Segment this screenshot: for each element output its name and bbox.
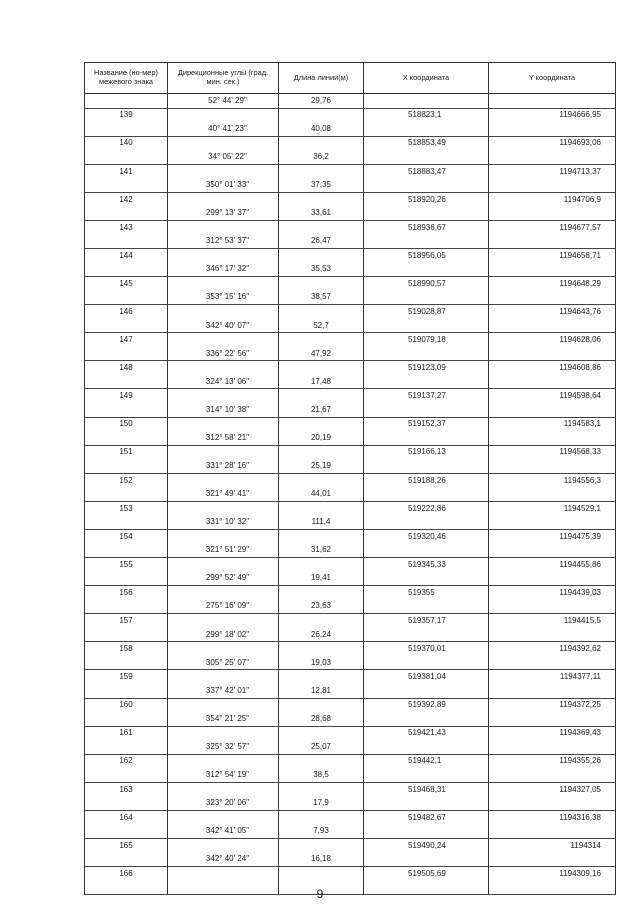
marker-name: 146	[85, 305, 168, 319]
segment-row	[85, 178, 616, 192]
table-row	[85, 333, 616, 347]
marker-name: 153	[85, 501, 168, 515]
line-length: 21,67	[279, 403, 364, 417]
x-coordinate: 519381,04	[364, 670, 489, 684]
segment-row	[85, 375, 616, 389]
table-row	[85, 614, 616, 628]
marker-name: 154	[85, 529, 168, 543]
segment-row	[85, 150, 616, 164]
direction-angle: 321° 49' 41"	[168, 487, 279, 501]
y-coordinate: 1194643,76	[489, 305, 616, 319]
direction-angle: 324° 13' 06"	[168, 375, 279, 389]
table-row	[85, 558, 616, 572]
first-segment-row	[85, 94, 616, 109]
segment-row	[85, 263, 616, 277]
marker-name: 157	[85, 614, 168, 628]
table-row	[85, 389, 616, 403]
direction-angle: 331° 10' 32"	[168, 515, 279, 529]
line-length: 38,57	[279, 291, 364, 305]
header-y: Y координата	[489, 63, 616, 94]
segment-row	[85, 796, 616, 810]
x-coordinate: 518990,57	[364, 277, 489, 291]
x-coordinate: 519188,26	[364, 473, 489, 487]
marker-name: 160	[85, 698, 168, 712]
table-row	[85, 586, 616, 600]
table-row	[85, 698, 616, 712]
table-row	[85, 249, 616, 263]
segment-row	[85, 600, 616, 614]
marker-name: 166	[85, 867, 168, 881]
marker-name: 164	[85, 810, 168, 824]
direction-angle: 312° 54' 19"	[168, 768, 279, 782]
direction-angle: 353° 15' 16"	[168, 291, 279, 305]
direction-angle: 331° 28' 16"	[168, 459, 279, 473]
marker-name: 162	[85, 754, 168, 768]
x-coordinate: 519320,46	[364, 529, 489, 543]
header-angle: Дирекционные углы (град. мин. сек.)	[168, 63, 279, 94]
segment-row	[85, 122, 616, 136]
y-coordinate: 1194475,39	[489, 529, 616, 543]
y-coordinate: 1194372,25	[489, 698, 616, 712]
segment-row	[85, 740, 616, 754]
marker-name: 151	[85, 445, 168, 459]
marker-name: 149	[85, 389, 168, 403]
segment-row	[85, 768, 616, 782]
direction-angle: 350° 01' 33"	[168, 178, 279, 192]
segment-row	[85, 431, 616, 445]
direction-angle: 342° 40' 07"	[168, 319, 279, 333]
table-row	[85, 838, 616, 852]
header-length: Длина линии(м)	[279, 63, 364, 94]
direction-angle: 337° 42' 01"	[168, 684, 279, 698]
y-coordinate: 1194529,1	[489, 501, 616, 515]
table-row	[85, 164, 616, 178]
line-length: 19,41	[279, 572, 364, 586]
x-coordinate: 519490,24	[364, 838, 489, 852]
direction-angle: 52° 44' 29"	[168, 94, 279, 109]
table-row	[85, 670, 616, 684]
segment-row	[85, 684, 616, 698]
segment-row	[85, 712, 616, 726]
direction-angle: 312° 58' 21"	[168, 431, 279, 445]
marker-name: 143	[85, 220, 168, 234]
y-coordinate: 1194598,64	[489, 389, 616, 403]
x-coordinate: 519482,67	[364, 810, 489, 824]
segment-row	[85, 206, 616, 220]
y-coordinate: 1194583,1	[489, 417, 616, 431]
page-number: 9	[316, 887, 324, 901]
x-coordinate: 519357,17	[364, 614, 489, 628]
segment-row	[85, 487, 616, 501]
line-length: 25,19	[279, 459, 364, 473]
y-coordinate: 1194628,06	[489, 333, 616, 347]
direction-angle: 299° 52' 49"	[168, 572, 279, 586]
marker-name: 147	[85, 333, 168, 347]
line-length: 111,4	[279, 515, 364, 529]
x-coordinate: 519421,43	[364, 726, 489, 740]
x-coordinate: 519505,69	[364, 867, 489, 881]
table-header	[85, 63, 616, 94]
direction-angle: 299° 18' 02"	[168, 628, 279, 642]
table-row	[85, 305, 616, 319]
marker-name: 144	[85, 249, 168, 263]
coordinates-table	[84, 62, 616, 895]
y-coordinate: 1194455,86	[489, 558, 616, 572]
line-length: 12,81	[279, 684, 364, 698]
line-length: 37,35	[279, 178, 364, 192]
table-body	[85, 94, 616, 895]
y-coordinate: 1194713,37	[489, 164, 616, 178]
table-row	[85, 417, 616, 431]
x-coordinate: 519345,33	[364, 558, 489, 572]
line-length: 38,5	[279, 768, 364, 782]
direction-angle: 325° 32' 57"	[168, 740, 279, 754]
line-length: 19,03	[279, 656, 364, 670]
table-row	[85, 136, 616, 150]
line-length: 25,07	[279, 740, 364, 754]
marker-name: 161	[85, 726, 168, 740]
y-coordinate: 1194439,03	[489, 586, 616, 600]
table-row	[85, 867, 616, 881]
marker-name: 155	[85, 558, 168, 572]
line-length: 44,01	[279, 487, 364, 501]
line-length: 47,92	[279, 347, 364, 361]
table-row	[85, 361, 616, 375]
marker-name: 141	[85, 164, 168, 178]
marker-name: 150	[85, 417, 168, 431]
marker-name: 140	[85, 136, 168, 150]
x-coordinate: 519137,27	[364, 389, 489, 403]
x-coordinate: 519079,18	[364, 333, 489, 347]
line-length: 35,53	[279, 263, 364, 277]
x-coordinate: 518956,05	[364, 249, 489, 263]
x-coordinate: 518936,67	[364, 220, 489, 234]
segment-row	[85, 291, 616, 305]
y-coordinate: 1194369,43	[489, 726, 616, 740]
marker-name: 152	[85, 473, 168, 487]
table-row	[85, 108, 616, 122]
marker-name: 145	[85, 277, 168, 291]
x-coordinate: 519123,09	[364, 361, 489, 375]
direction-angle: 323° 20' 06"	[168, 796, 279, 810]
header-x: Х координата	[364, 63, 489, 94]
x-coordinate: 519152,37	[364, 417, 489, 431]
y-coordinate: 1194693,06	[489, 136, 616, 150]
y-coordinate: 1194327,05	[489, 782, 616, 796]
line-length: 16,18	[279, 853, 364, 867]
x-coordinate: 519222,86	[364, 501, 489, 515]
segment-row	[85, 403, 616, 417]
header-name: Название (но-мер) межевого знака	[85, 63, 168, 94]
line-length: 7,93	[279, 824, 364, 838]
line-length: 17,9	[279, 796, 364, 810]
line-length: 29,76	[279, 94, 364, 109]
line-length: 40,08	[279, 122, 364, 136]
segment-row	[85, 656, 616, 670]
y-coordinate: 1194309,16	[489, 867, 616, 881]
marker-name: 156	[85, 586, 168, 600]
direction-angle: 336° 22' 56"	[168, 347, 279, 361]
marker-name: 139	[85, 108, 168, 122]
line-length: 31,62	[279, 544, 364, 558]
direction-angle: 305° 25' 07"	[168, 656, 279, 670]
segment-row	[85, 853, 616, 867]
line-length: 17,48	[279, 375, 364, 389]
line-length: 28,68	[279, 712, 364, 726]
x-coordinate: 519442,1	[364, 754, 489, 768]
marker-name: 148	[85, 361, 168, 375]
line-length: 26,47	[279, 234, 364, 248]
table-row	[85, 642, 616, 656]
table-row	[85, 501, 616, 515]
direction-angle: 346° 17' 32"	[168, 263, 279, 277]
segment-row	[85, 459, 616, 473]
line-length: 23,63	[279, 600, 364, 614]
direction-angle: 342° 41' 05"	[168, 824, 279, 838]
table-row	[85, 277, 616, 291]
y-coordinate: 1194568,33	[489, 445, 616, 459]
table-row	[85, 810, 616, 824]
y-coordinate: 1194648,29	[489, 277, 616, 291]
x-coordinate: 519370,01	[364, 642, 489, 656]
marker-name: 142	[85, 192, 168, 206]
x-coordinate: 519392,89	[364, 698, 489, 712]
segment-row	[85, 628, 616, 642]
y-coordinate: 1194658,71	[489, 249, 616, 263]
direction-angle: 342° 40' 24"	[168, 853, 279, 867]
line-length: 36,2	[279, 150, 364, 164]
table-row	[85, 726, 616, 740]
y-coordinate: 1194392,62	[489, 642, 616, 656]
y-coordinate: 1194677,57	[489, 220, 616, 234]
direction-angle: 314° 10' 38"	[168, 403, 279, 417]
segment-row	[85, 824, 616, 838]
y-coordinate: 1194556,3	[489, 473, 616, 487]
y-coordinate: 1194706,9	[489, 192, 616, 206]
marker-name: 159	[85, 670, 168, 684]
y-coordinate: 1194316,38	[489, 810, 616, 824]
marker-name: 165	[85, 838, 168, 852]
direction-angle: 354° 21' 25"	[168, 712, 279, 726]
y-coordinate: 1194415,5	[489, 614, 616, 628]
x-coordinate: 519028,87	[364, 305, 489, 319]
y-coordinate: 1194377,11	[489, 670, 616, 684]
y-coordinate: 1194666,95	[489, 108, 616, 122]
y-coordinate: 1194608,86	[489, 361, 616, 375]
marker-name: 158	[85, 642, 168, 656]
segment-row	[85, 234, 616, 248]
line-length: 33,61	[279, 206, 364, 220]
direction-angle: 34° 05' 22"	[168, 150, 279, 164]
direction-angle: 275° 16' 09"	[168, 600, 279, 614]
x-coordinate: 519166,13	[364, 445, 489, 459]
table-row	[85, 754, 616, 768]
segment-row	[85, 572, 616, 586]
segment-row	[85, 347, 616, 361]
direction-angle: 312° 53' 37"	[168, 234, 279, 248]
marker-name: 163	[85, 782, 168, 796]
y-coordinate: 1194355,26	[489, 754, 616, 768]
line-length: 52,7	[279, 319, 364, 333]
x-coordinate: 519468,31	[364, 782, 489, 796]
direction-angle: 321° 51' 29"	[168, 544, 279, 558]
x-coordinate: 519355	[364, 586, 489, 600]
segment-row	[85, 544, 616, 558]
table-row	[85, 445, 616, 459]
x-coordinate: 518823,1	[364, 108, 489, 122]
table-row	[85, 782, 616, 796]
segment-row	[85, 515, 616, 529]
segment-row	[85, 319, 616, 333]
line-length: 26,24	[279, 628, 364, 642]
direction-angle: 299° 13' 37"	[168, 206, 279, 220]
x-coordinate: 518920,26	[364, 192, 489, 206]
table-row	[85, 473, 616, 487]
x-coordinate: 518853,49	[364, 136, 489, 150]
table-row	[85, 529, 616, 543]
y-coordinate: 1194314	[489, 838, 616, 852]
table-row	[85, 192, 616, 206]
line-length: 20,19	[279, 431, 364, 445]
x-coordinate: 518883,47	[364, 164, 489, 178]
direction-angle: 40° 41' 23"	[168, 122, 279, 136]
table-row	[85, 220, 616, 234]
